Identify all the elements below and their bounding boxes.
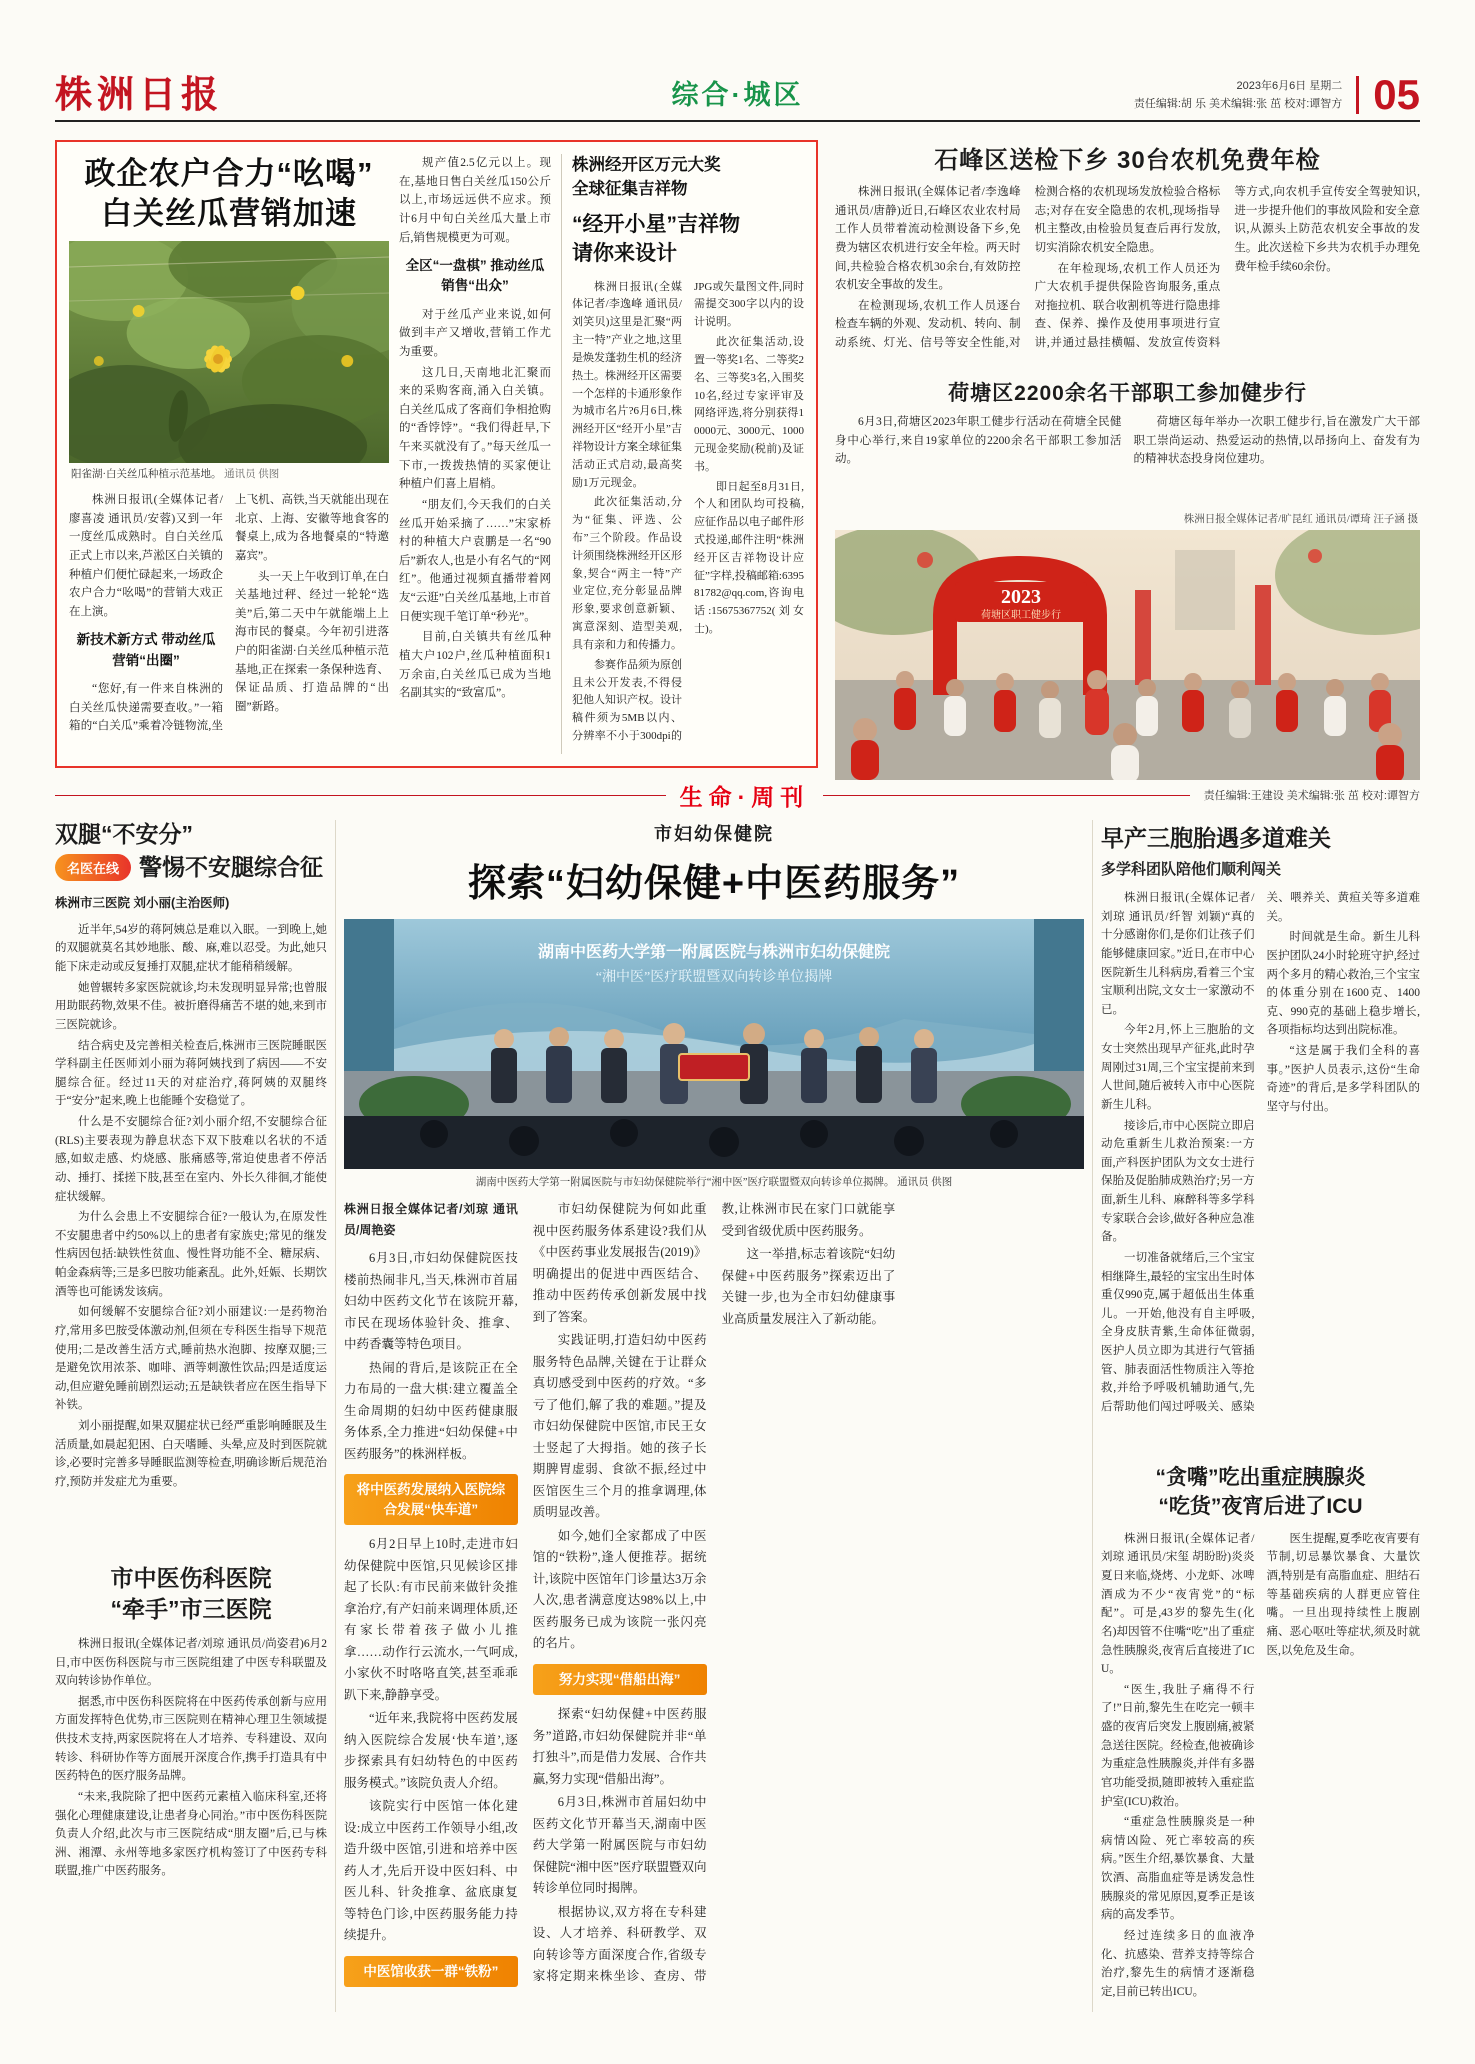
arch-year-text: 2023 [1001,586,1041,608]
ceremony-caption [344,1174,1084,1189]
headline-line: 请你来设计 [572,242,677,266]
body-paragraph: 她曾辗转多家医院就诊,均未发现明显异常;也曾服用助眠药物,效果不佳。被折磨得痛苦不堪的她,来到市三医院就诊。 [55,981,327,1031]
mascot-headline [572,210,804,269]
body-paragraph: 在年检现场,农机工作人员还为广大农机手提供保险咨询服务,重点对拖拉机、联合收割机等进行隐患排查、保养、操作及使用事项进行宣讲,并通过悬挂横幅、发放宣传资料等方式,向农机手宣传安全驾驶知识,进一步提升他们的事故风险和安全意识,从源头上防范农机安全事故的发生。此次送检下乡共为农机手办理免费年检手续60余份。 [1034,186,1420,349]
mascot-body [572,279,804,749]
article-maternal-tcm [344,820,1084,2011]
article-tcm-alliance [55,1563,327,1965]
body-paragraph: 6月3日,市妇幼保健院医技楼前热闹非凡,当天,株洲市首届妇幼中医药文化节在该院开幕,市民在现场体验针灸、推拿、中药香囊等特色项目。 [344,1251,518,1352]
body-paragraph: 此次征集活动,设置一等奖1名、二等奖2名、三等奖3名,入围奖10名,经过专家评审及网络评选,将分别获得10000元、3000元、1000元现金奖励(税前)及证书。 [694,336,804,473]
body-paragraph: 此次征集活动,分为“征集、评选、公布”三个阶段。作品设计须围绕株洲经开区形象,契合“两主一特”产业定位,充分彰显品牌形象,要求创意新颖、寓意深刻、造型美观,具有亲和力和传播力。 [572,496,682,651]
maternal-byline: 株洲日报全媒体记者/刘琼 通讯员/周艳姿 [344,1202,518,1237]
inline-subhead: 新技术新方式 带动丝瓜营销“出圈” [76,632,216,668]
body-paragraph: 头一天上午收到订单,在白关基地过秤、经过一轮轮“选美”后,第二天中午就能端上上海市民的餐桌。今年初引进落户的阳雀湖·白关丝瓜种植示范基地,正在探索一条保种选育、保证品质、打造品牌的“出圈”新路。 [235,570,389,713]
body-paragraph: 一切准备就绪后,三个宝宝相继降生,最轻的宝宝出生时体重仅990克,属于超低出生体重儿。一开始,他没有自主呼吸,全身皮肤青紫,生命体征微弱,医护人员立即为其进行气管插管、肺表面活性物质注入等抢救,并给予呼吸机辅助通气,先后帮助他们闯过呼吸关、感染关、喂养关、黄疸关等多道难关。 [1101,892,1420,1413]
hetang-headline: 荷塘区2200余名干部职工参加健步行 [948,382,1307,405]
photo-credit: 通讯员 供图 [224,469,280,481]
masthead-meta [1133,71,1420,119]
article-hetang [835,377,1420,780]
headline-line: 政企农户合力“吆喝” [84,156,374,191]
bottom-center-column [344,820,1084,2012]
body-paragraph: 根据协议,双方将在专科建设、人才培养、科研教学、双向转诊等方面深度合作,省级专家将定期来株坐诊、查房、带教,让株洲市民在家门口就能享受到省级优质中医药服务。 [532,1202,896,1984]
body-paragraph: “重症急性胰腺炎是一种病情凶险、死亡率较高的疾病。”医生介绍,暴饮暴食、大量饮酒、高脂血症等是诱发急性胰腺炎的常见原因,夏季正是该病的高发季节。 [1101,1816,1255,1922]
article-shifeng [835,140,1420,363]
masthead [55,66,1420,119]
column-rule [335,820,336,2012]
body-paragraph: 该院实行中医馆一体化建设:成立中医药工作领导小组,改造升级中医馆,引进和培养中医药人才,先后开设中医妇科、中医儿科、针灸推拿、盆底康复等特色门诊,中医药服务能力持续提升。 [344,1799,518,1943]
walk-event-photo [835,530,1420,780]
inline-subhead: 努力实现“借船出海” [533,1664,707,1696]
body-paragraph: “这是属于我们全科的喜事。”医护人员表示,这份“生命奇迹”的背后,是多学科团队的坚守与付出。 [1266,1045,1420,1113]
article-pancreatitis [1101,1463,1420,2012]
headline-line: “吃货”夜宵后进了ICU [1158,1495,1363,1519]
body-paragraph: 对于丝瓜产业来说,如何做到丰产又增收,营销工作尤为重要。 [399,308,551,358]
newspaper-logo: 株洲日报 [55,75,223,116]
triplets-body [1101,889,1420,1445]
hetang-body [835,413,1420,507]
loofah-photo [69,241,389,463]
body-paragraph: 探索“妇幼保健+中医药服务”道路,市妇幼保健院并非“单打独斗”,而是借力发展、合作共赢,努力实现“借船出海”。 [532,1707,707,1786]
caption-text: 阳雀湖·白关丝瓜种植示范基地。 [71,469,222,481]
body-paragraph: 近半年,54岁的蒋阿姨总是难以入眠。一到晚上,她的双腿就莫名其妙地胀、酸、麻,难以忍受。为此,她只能下床走动或反复捶打双腿,症状才能稍稍缓解。 [55,923,327,974]
article-mascot [572,154,804,754]
loofah-figure [69,241,389,491]
loofah-body-left [69,491,389,749]
body-paragraph: 6月2日早上10时,走进市妇幼保健院中医馆,只见候诊区排起了长队:有市民前来做针灸推拿治疗,有产妇前来调理体质,还有家长带着孩子做小儿推拿……动作行云流水,一气呵成,小家伙不时咯咯直笑,甚至乖乖趴下来,静静享受。 [344,1537,518,1702]
body-paragraph: 株洲日报讯(全媒体记者/李逸峰 通讯员/唐静)近日,石峰区农业农村局工作人员带着流动检测设备下乡,免费为辖区农机进行安全年检。两天时间,共检验合格农机30余台,有效防控农机安全事故的发生。 [835,186,1021,292]
loofah-photo-art [69,241,389,463]
body-paragraph: 在检测现场,农机工作人员逐台检查车辆的外观、发动机、转向、制动系统、灯光、信号等安全性能,对检测合格的农机现场发放检验合格标志;对存在安全隐患的农机,现场指导机主整改,由检验员复查后再行发放,切实消除农机安全隐患。 [835,186,1221,349]
tcm-alliance-headline [55,1563,327,1625]
body-paragraph: 株洲日报讯(全媒体记者/廖喜凌 通讯员/安蓉)又到一年一度丝瓜成熟时。自白关丝瓜正式上市以来,芦淞区白关镇的种植户们便忙碌起来,一场政企农户合力“吆喝”的营销大戏正在上演。 [69,494,223,618]
body-paragraph: 市妇幼保健院为何如此重视中医药服务体系建设?我们从《中医药事业发展报告(2019)》明确提出的促进中西医结合、推动中医药传承创新发展中找到了答案。 [532,1202,707,1324]
section-title: 综合·城区 [671,80,804,110]
loofah-caption [71,467,387,483]
body-paragraph: 参赛作品须为原创且未公开发表,不得侵犯他人知识产权。设计稿件须为5MB以内、分辨率不小于300dpi的JPG或矢量图文件,同时需提交300字以内的设计说明。 [572,280,804,742]
body-paragraph: 6月3日,荷塘区2023年职工健步行活动在荷塘全民健身中心举行,来自19家单位的2200余名干部职工参加活动。 [835,416,1122,466]
body-paragraph: 荷塘区每年举办一次职工健步行,旨在激发广大干部职工崇尚运动、热爱运动的热情,以昂扬向上、奋发有为的精神状态投身岗位建功。 [1133,416,1420,466]
mascot-kicker [572,154,804,202]
restless-legs-body [55,921,327,1543]
masthead-rule [55,120,1420,122]
body-paragraph: 如何缓解不安腿综合征?刘小丽建议:一是药物治疗,常用多巴胺受体激动剂,但须在专科医生指导下规范使用;二是改善生活方式,睡前热水泡脚、按摩双腿;三是避免饮用浓茶、咖啡、酒等刺激性饮品;四是适度运动,但应避免睡前剧烈运动;五是缺铁者应在医生指导下补铁。 [55,1306,327,1412]
body-paragraph: 株洲日报讯(全媒体记者/李逸峰 通讯员/刘笑贝)这里是汇聚“两主一特”产业之地,这里是焕发蓬勃生机的经济热土。株洲经开区需要一个怎样的卡通形象作为城市名片?6月6日,株洲经开区“经开小星”吉祥物设计方案全球征集活动正式启动,最高奖励1万元现金。 [572,280,682,489]
body-paragraph: 6月3日,株洲市首届妇幼中医药文化节开幕当天,湖南中医药大学第一附属医院与市妇幼保健院“湘中医”医疗联盟暨双向转诊单位同时揭牌。 [532,1795,707,1896]
headline-line: 市中医伤科医院 [110,1564,272,1591]
article-triplets [1101,820,1420,1445]
ceremony-photo [344,919,1084,1169]
pancreatitis-body [1101,1530,1420,2012]
column-rule [561,154,562,754]
body-paragraph: “医生,我肚子痛得不行了!”日前,黎先生在吃完一顿丰盛的夜宵后突发上腹剧痛,被紧急送往医院。经检查,他被确诊为重症急性胰腺炎,并伴有多器官功能受损,随即被转入重症监护室(ICU)救治。 [1101,1683,1255,1808]
photo-credit: 通讯员 供图 [897,1177,953,1188]
body-paragraph: 据悉,市中医伤科医院将在中医药传承创新与应用方面发挥特色优势,市三医院则在精神心理卫生领域提供技术支持,两家医院将在人才培养、专科建设、双向转诊、科研协作等方面展开深度合作,携手打造具有中医药特色的医疗服务品牌。 [55,1695,327,1783]
headline-line: 警惕不安腿综合征 [139,853,324,880]
pancreatitis-headline [1101,1463,1420,1522]
walk-photo-art [835,530,1420,780]
divider-line [55,795,666,796]
arch-banner-text: 荷塘区职工健步行 [981,610,1061,621]
headline-line: “牵手”市三医院 [110,1595,272,1622]
issue-date: 2023年6月6日 星期二 [1236,79,1343,92]
body-paragraph: 这几日,天南地北汇聚而来的采购客商,涌入白关镇。白关丝瓜成了客商们争相抢购的“香饽饽”。“我们得赶早,下午来买就没有了。”每天丝瓜一下市,一拨拨热情的买家便让种植户们喜上眉梢。 [399,366,551,491]
body-paragraph: 刘小丽提醒,如果双腿症状已经严重影响睡眠及生活质量,如晨起犯困、白天嗜睡、头晕,应及时到医院就诊,必要时完善多导睡眠监测等检查,明确诊断后规范治疗,预防并发症尤为重要。 [55,1420,327,1488]
headline-line: “贪嘴”吃出重症胰腺炎 [1155,1466,1366,1489]
inline-subhead: 中医馆收获一群“铁粉” [344,1956,518,1988]
bottom-left-column [55,820,327,2012]
body-paragraph: 结合病史及完善相关检查后,株洲市三医院睡眠医学科副主任医师刘小丽为蒋阿姨找到了病因——不安腿综合征。经过11天的对症治疗,蒋阿姨的双腿终于“安分”起来,晚上也能睡个安稳觉了。 [55,1039,327,1108]
restless-legs-headline [55,820,327,850]
shifeng-body [835,183,1420,363]
shifeng-headline: 石峰区送检下乡 30台农机免费年检 [934,147,1321,174]
backdrop-text-line: “湘中医”医疗联盟暨双向转诊单位揭牌 [595,970,833,985]
body-paragraph: “朋友们,今天我们的白关丝瓜开始采摘了……”宋家桥村的种植大户袁鹏是一名“90后”新农人,也是小有名气的“网红”。他通过视频直播带着网友“云逛”白关丝瓜基地,上市首日便实现千笔订单“秒光”。 [399,498,551,623]
body-paragraph: 株洲日报讯(全媒体记者/刘琼 通讯员/纤智 刘颖)“真的十分感谢你们,是你们让孩子们能够健康回家。”近日,在市中心医院新生儿科病房,看着三个宝宝顺利出院,文女士一家激动不已。 [1101,892,1255,1016]
restless-legs-headline-row [55,853,327,883]
body-paragraph: 株洲日报讯(全媒体记者/刘琼 通讯员/尚姿君)6月2日,市中医伤科医院与市三医院组建了中医专科联盟及双向转诊协作单位。 [55,1637,327,1688]
body-paragraph: “近年来,我院将中医药发展纳入医院综合发展‘快车道’,逐步探索具有妇幼特色的中医药服务模式。”该院负责人介绍。 [344,1711,518,1790]
inline-subhead: 将中医药发展纳入医院综合发展“快车道” [344,1474,518,1525]
caption-text: 湖南中医药大学第一附属医院与市妇幼保健院举行“湘中医”医疗联盟暨双向转诊单位揭牌。 [475,1177,895,1188]
body-paragraph: 即日起至8月31日,个人和团队均可投稿,应征作品以电子邮件形式投递,邮件注明“株洲经开区吉祥物设计应征”字样,投稿邮箱:639581782@qq.com,咨询电话:15675367752(刘女士)。 [694,480,804,636]
inline-subhead: 全区“一盘棋” 推动丝瓜销售“出众” [405,258,545,294]
triplets-headline: 早产三胞胎遇多道难关 [1101,825,1331,851]
maternal-headline: 探索“妇幼保健+中医药服务” [467,863,961,905]
body-paragraph: 这一举措,标志着该院“妇幼保健+中医药服务”探索迈出了关键一步,也为全市妇幼健康事业高质量发展注入了新动能。 [721,1247,896,1326]
headline-line: “经开小星”吉祥物 [572,212,740,236]
doctor-online-badge: 名医在线 [55,854,131,881]
ceremony-photo-art [344,919,1084,1169]
maternal-body [344,1199,1084,2011]
kicker-line: 株洲经开区万元大奖 [572,156,721,174]
life-weekly-section [55,820,1420,2012]
body-paragraph: 什么是不安腿综合征?刘小丽介绍,不安腿综合征(RLS)主要表现为静息状态下双下肢难以名状的不适感,如蚁走感、灼烧感、胀痛感等,常迫使患者不停活动、捶打、揉搓下肢,甚至在室内、外长久徘徊,才能使症状缓解。 [55,1116,327,1203]
tcm-alliance-body [55,1635,327,1965]
page-editors: 责任编辑:胡 乐 美术编辑:张 茁 校对:谭智方 [1133,98,1343,111]
body-paragraph: 经过连续多日的血液净化、抗感染、营养支持等综合治疗,黎先生的病情才逐渐稳定,目前已转出ICU。 [1101,1929,1255,1998]
body-paragraph: 接诊后,市中心医院立即启动危重新生儿救治预案:一方面,产科医护团队为文女士进行保胎及促胎肺成熟治疗;另一方面,新生儿科、麻醉科等多学科专家联合会诊,做好各种应急准备。 [1101,1119,1255,1244]
body-paragraph: 热闹的背后,是该院正在全力布局的一盘大棋:建立覆盖全生命周期的妇幼中医药健康服务体系,全力推进“妇幼保健+中医药服务”的株洲样板。 [344,1360,518,1461]
bottom-right-column [1101,820,1420,2012]
body-paragraph: 今年2月,怀上三胞胎的文女士突然出现早产征兆,此时孕周刚过31周,三个宝宝提前来到人世间,随后被转入市中心医院新生儿科。 [1101,1024,1255,1111]
hetang-photo-credit: 株洲日报全媒体记者/旷昆红 通讯员/谭琦 汪子涵 摄 [1183,514,1418,525]
article-loofah [69,154,389,754]
body-paragraph: 目前,白关镇共有丝瓜种植大户102户,丝瓜种植面积1万余亩,白关丝瓜已成为当地名副其实的“致富瓜”。 [399,631,551,700]
loofah-headline [69,154,389,233]
kicker-line: 全球征集吉祥物 [572,179,688,198]
body-paragraph: 规产值2.5亿元以上。现在,基地日售白关丝瓜150公斤以上,市场远远供不应求。预计6月中旬白关丝瓜大量上市后,销售规模更为可观。 [399,157,551,244]
body-paragraph: 如今,她们全家都成了中医馆的“铁粉”,逢人便推荐。据统计,该院中医馆年门诊量达3万余人次,患者满意度达98%以上,中医药服务已成为该院一张闪亮的名片。 [532,1528,707,1650]
life-weekly-title: 生命·周刊 [679,783,810,810]
backdrop-text-line: 湖南中医药大学第一附属医院与株洲市妇幼保健院 [537,944,891,961]
page-number: 05 [1373,71,1420,119]
column-rule [1092,820,1093,2012]
headline-line: 双腿“不安分” [55,821,193,847]
loofah-body-right [399,154,551,754]
maternal-flow [344,1199,895,2011]
body-paragraph: 为什么会患上不安腿综合征?一般认为,在原发性不安腿患者中约50%以上的患者有家族史;常见的继发性病因包括:缺铁性贫血、慢性肾功能不全、糖尿病、帕金森病等;三是多巴胺功能紊乱。此外,妊娠、长期饮酒等也可能诱发该病。 [55,1211,327,1298]
featured-box [55,140,818,768]
body-paragraph: 株洲日报讯(全媒体记者/刘琼 通讯员/宋玺 胡盼盼)炎炎夏日来临,烧烤、小龙虾、冰啤酒成为不少“夜宵党”的“标配”。可是,43岁的黎先生(化名)却因管不住嘴“吃”出了重症急性胰腺炎,夜宵后直接进了ICU。 [1101,1532,1255,1676]
body-paragraph: 时间就是生命。新生儿科医护团队24小时轮班守护,经过两个多月的精心救治,三个宝宝的体重分别在1600克、1400克、990克的基础上稳步增长,各项指标均达到出院标准。 [1266,931,1420,1037]
body-paragraph: “您好,有一件来自株洲的白关丝瓜快递需要查收。”一箱箱的“白关瓜”乘着冷链物流,坐上飞机、高铁,当天就能出现在北京、上海、安徽等地食客的餐桌上,成为各地餐桌的“特邀嘉宾”。 [69,494,389,733]
restless-legs-byline: 株洲市三医院 刘小丽(主治医师) [55,895,230,910]
body-paragraph: 实践证明,打造妇幼中医药服务特色品牌,关键在于让群众真切感受到中医药的疗效。“多亏了他们,解了我的难题。”提及市妇幼保健院中医馆,市民王女士竖起了大拇指。她的孩子长期脾胃虚弱、食欲不振,经过中医馆医生三个月的推拿调理,体质明显改善。 [532,1333,707,1519]
body-paragraph: “未来,我院除了把中医药元素植入临床科室,还将强化心理健康建设,让患者身心同治。”市中医伤科医院负责人介绍,此次与市三医院结成“朋友圈”后,已与株洲、湘潭、永州等地多家医疗机构签订了中医药专科联盟,推广中医药服务。 [55,1790,327,1878]
divider-line [823,795,1189,796]
maternal-kicker: 市妇幼保健院 [654,824,774,844]
article-restless-legs [55,820,327,1543]
top-right-column [835,140,1420,768]
body-paragraph: 医生提醒,夏季吃夜宵要有节制,切忌暴饮暴食、大量饮酒,特别是有高脂血症、胆结石等基础疾病的人群更应管住嘴。一旦出现持续性上腹剧痛、恶心呕吐等症状,须及时就医,以免危及生命。 [1266,1532,1420,1657]
headline-line: 白关丝瓜营销加速 [101,195,357,231]
page-number-bar [1356,76,1359,114]
life-weekly-divider [55,780,1420,810]
life-weekly-editors: 责任编辑:王建设 美术编辑:张 茁 校对:谭智方 [1203,790,1420,802]
triplets-deck: 多学科团队陪他们顺利闯关 [1101,861,1282,878]
